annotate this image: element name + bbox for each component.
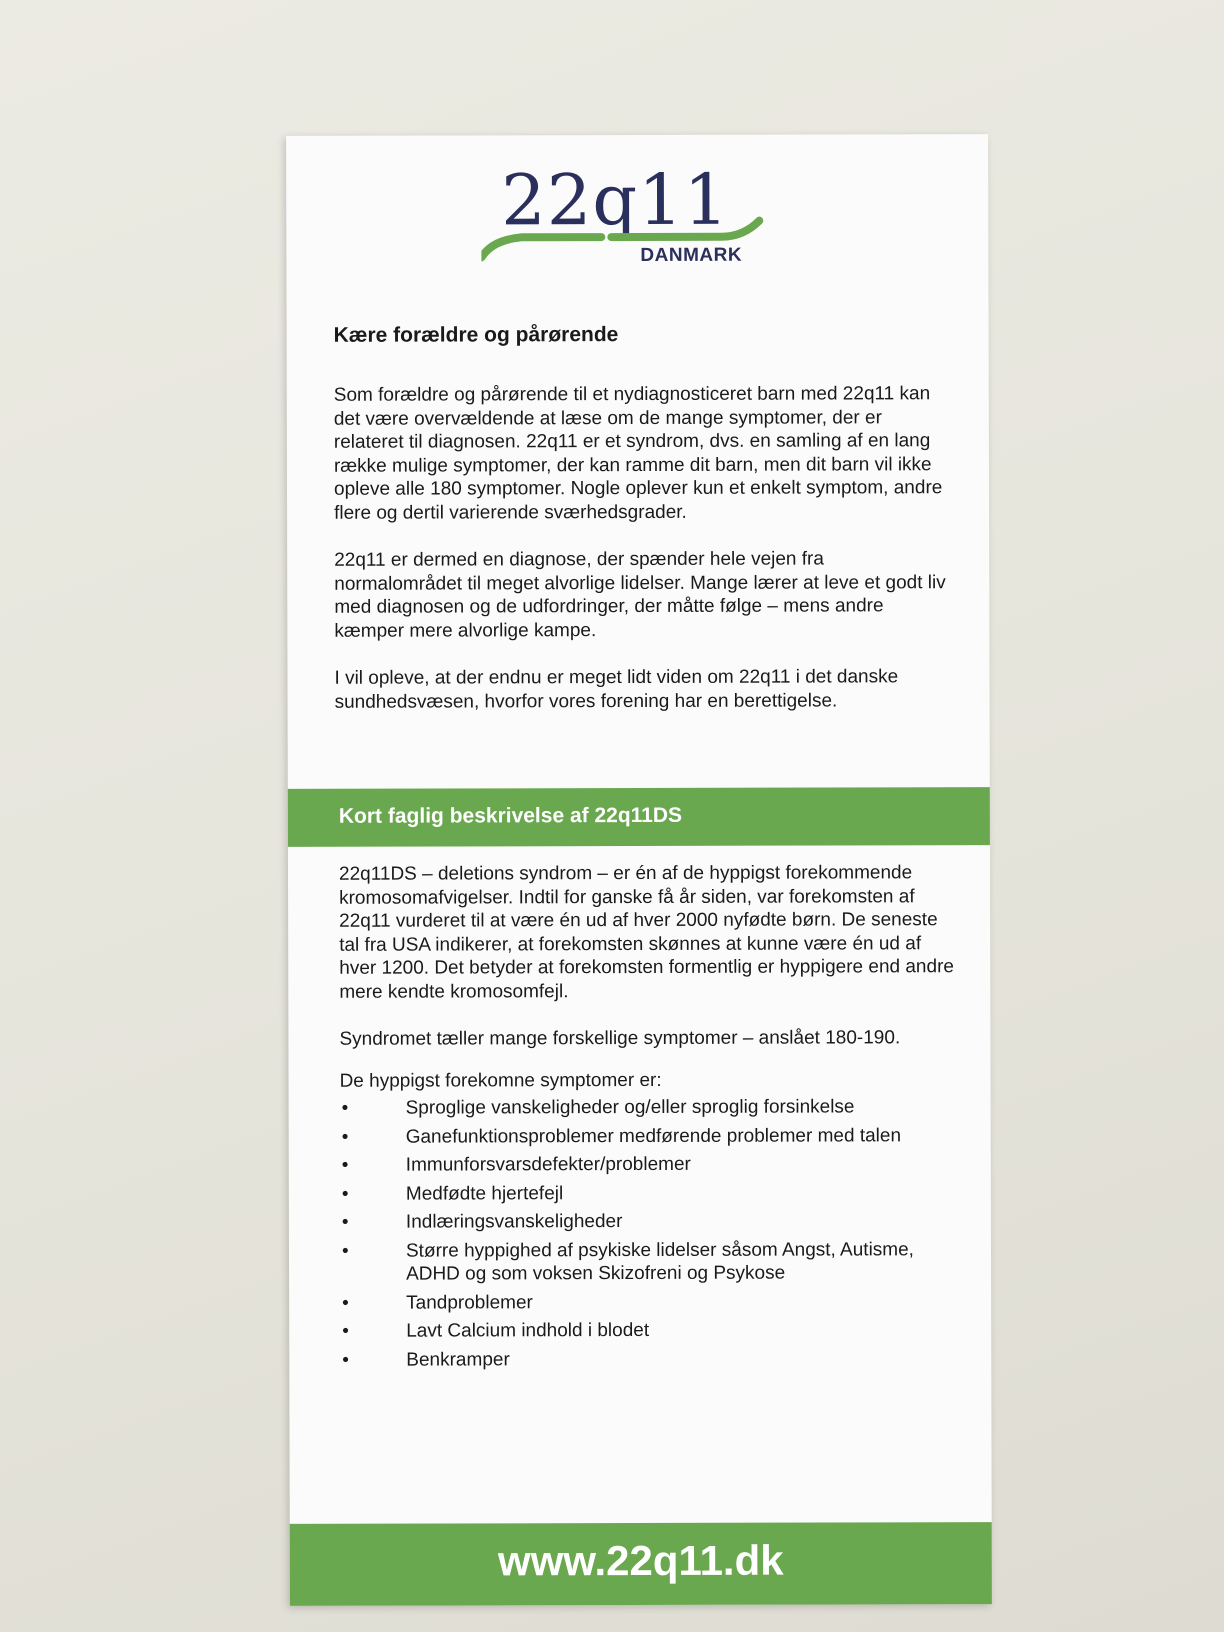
- intro-section: [334, 322, 955, 738]
- bullet-icon: •: [341, 1097, 349, 1119]
- section-title: Kort faglig beskrivelse af 22q11DS: [338, 803, 683, 828]
- bullet-icon: •: [342, 1292, 349, 1314]
- list-item: • Immunforsvarsdefekter/problemer: [341, 1153, 691, 1176]
- website-link[interactable]: www.22q11.dk: [497, 1536, 784, 1585]
- list-item: • Sproglige vanskeligheder og/eller sproglig forsinkelse: [341, 1096, 855, 1119]
- list-item: • Ganefunktionsproblemer medførende problemer med talen: [341, 1124, 902, 1148]
- intro-paragraph: I vil opleve, at der endnu er meget lidt viden om 22q11 i det danske sundhedsvæsen, hvorfor vores forening har en berettigelse.: [334, 666, 899, 713]
- section-header-band: [288, 787, 990, 847]
- flyer-card: [286, 134, 992, 1606]
- list-item: • Tandproblemer: [342, 1291, 533, 1314]
- bullet-icon: •: [341, 1183, 349, 1205]
- intro-paragraph: Som forældre og pårørende til et nydiagnosticeret barn med 22q11 kan det være overvældende at læse om de mange symptomer, der er relateret til diagnosen. 22q11 er et syndrom, dvs. en samling af en lang række mulige symptomer, der kan ramme dit barn, men dit barn vil ikke opleve alle 180 symptomer. Nogle oplever kun et enkelt symptom, andre flere og dertil varierende sværhedsgrader.: [333, 383, 943, 524]
- list-item: • Indlæringsvanskeligheder: [341, 1211, 623, 1233]
- logo-subtitle: DANMARK: [640, 244, 743, 266]
- intro-paragraph: 22q11 er dermed en diagnose, der spænder hele vejen fra normalområdet til meget alvorlige lidelser. Mange lærer at leve et godt liv med diagnosen og de udfordringer, der måtte følge – mens andre kæmper mere alvorlige kampe.: [334, 548, 946, 642]
- logo-title: 22q11: [501, 158, 730, 242]
- list-item: • Medfødte hjertefejl: [341, 1182, 564, 1205]
- logo: [286, 158, 988, 276]
- symptom-list: [340, 1095, 961, 1372]
- bullet-icon: •: [341, 1240, 349, 1262]
- description-paragraph: 22q11DS – deletions syndrom – er én af de hyppigst forekommende kromosomafvigelser. Indtil for ganske få år siden, var forekomsten af 22q11 vurderet til at være én ud af hver 2000 nyfødte børn. De seneste tal fra USA indikerer, at forekomsten skønnes at kunne være én ud af hver 1200. Det betyder at forekomsten formentlig er hyppigere end andre mere kendte kromosomfejl.: [338, 862, 954, 1003]
- intro-heading: Kære forældre og pårørende: [333, 323, 619, 347]
- footer-band: [290, 1522, 992, 1606]
- bullet-icon: •: [341, 1211, 349, 1233]
- bullet-icon: •: [342, 1349, 349, 1371]
- bullet-icon: •: [342, 1320, 349, 1342]
- description-section: [339, 861, 960, 1377]
- list-item: • Lavt Calcium indhold i blodet: [342, 1319, 650, 1342]
- symptom-list-intro: De hyppigst forekomne symptomer er:: [339, 1069, 662, 1092]
- list-item: • Større hyppighed af psykiske lidelser såsom Angst, Autisme, ADHD og som voksen Skizofreni og Psykose: [341, 1238, 914, 1285]
- bullet-icon: •: [341, 1126, 349, 1148]
- description-paragraph: Syndromet tæller mange forskellige symptomer – anslået 180-190.: [339, 1027, 901, 1050]
- bullet-icon: •: [341, 1154, 349, 1176]
- list-item: • Benkramper: [342, 1348, 510, 1371]
